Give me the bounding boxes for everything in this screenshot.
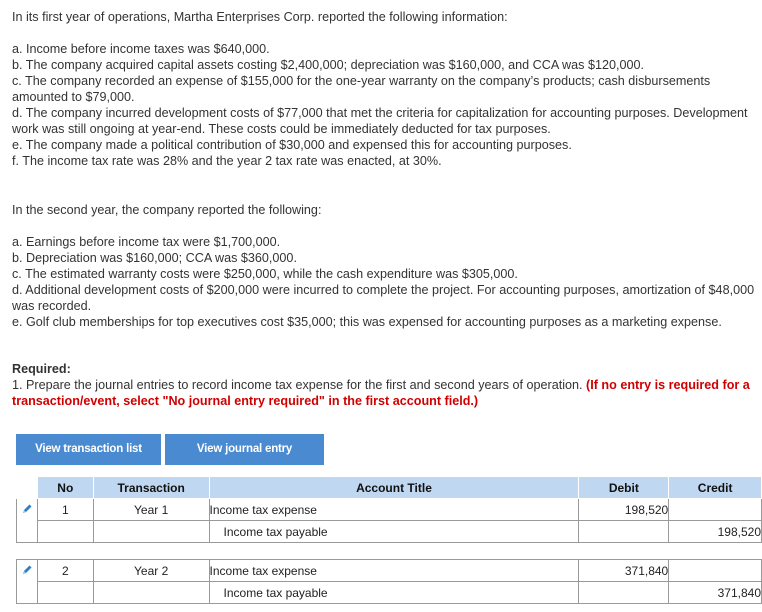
journal-entry-table <box>16 476 762 604</box>
year2-item: c. The estimated warranty costs were $250,000, while the cash expenditure was $305,000. <box>12 267 518 281</box>
debit-account: Income tax expense <box>209 560 579 582</box>
col-credit: Credit <box>669 477 762 499</box>
credit-account: Income tax payable <box>209 582 579 604</box>
col-no: No <box>37 477 93 499</box>
table-row <box>17 560 762 582</box>
entry-no: 2 <box>37 560 93 582</box>
credit-amount: 371,840 <box>669 582 762 604</box>
year2-list <box>12 234 757 330</box>
col-transaction: Transaction <box>93 477 209 499</box>
required-title: Required: <box>12 362 71 376</box>
required-text: 1. Prepare the journal entries to record income tax expense for the first and second years of operation. (If no entry is required for a transaction/event, select "No journal entry required" in the first account field.) <box>12 378 750 408</box>
entry-no: 1 <box>37 499 93 521</box>
debit-amount: 371,840 <box>579 560 669 582</box>
pencil-icon <box>21 503 33 515</box>
view-journal-worksheet-button[interactable]: View journal entry <box>165 434 324 465</box>
debit-account: Income tax expense <box>209 499 579 521</box>
second-intro: In the second year, the company reported the following: <box>12 203 322 217</box>
edit-entry-2[interactable] <box>17 560 38 604</box>
year1-list <box>12 41 757 169</box>
year2-item: d. Additional development costs of $200,000 were incurred to complete the project. For accounting purposes, amortization of $48,000 was recorded. <box>12 283 755 313</box>
required-section <box>12 361 757 409</box>
col-debit: Debit <box>579 477 669 499</box>
year2-item: b. Depreciation was $160,000; CCA was $360,000. <box>12 251 297 265</box>
table-row <box>17 499 762 521</box>
intro-text: In its first year of operations, Martha Enterprises Corp. reported the following information: <box>12 10 508 24</box>
year1-item: d. The company incurred development costs of $77,000 that met the criteria for capitalization for accounting purposes. Development work was still ongoing at year-end. These costs could be immediately deducted for tax purposes. <box>12 106 748 136</box>
year1-item: a. Income before income taxes was $640,000. <box>12 42 270 56</box>
year2-item: a. Earnings before income tax were $1,700,000. <box>12 235 281 249</box>
entry-transaction: Year 1 <box>93 499 209 521</box>
table-header <box>17 477 762 499</box>
pencil-icon <box>21 564 33 576</box>
edit-entry-1[interactable] <box>17 499 38 543</box>
year1-item: c. The company recorded an expense of $155,000 for the one-year warranty on the company’s products; cash disbursements amounted to $79,000. <box>12 74 711 104</box>
table-row <box>17 582 762 604</box>
year1-item: e. The company made a political contribution of $30,000 and expensed this for accounting purposes. <box>12 138 572 152</box>
credit-amount-empty <box>669 499 762 521</box>
table-row <box>17 521 762 543</box>
credit-account: Income tax payable <box>209 521 579 543</box>
credit-amount: 198,520 <box>669 521 762 543</box>
col-account-title: Account Title <box>209 477 579 499</box>
year2-item: e. Golf club memberships for top executives cost $35,000; this was expensed for accounting purposes as a marketing expense. <box>12 315 722 329</box>
year1-item: b. The company acquired capital assets costing $2,400,000; depreciation was $160,000, and CCA was $120,000. <box>12 58 644 72</box>
entry-transaction: Year 2 <box>93 560 209 582</box>
debit-amount: 198,520 <box>579 499 669 521</box>
year1-item: f. The income tax rate was 28% and the year 2 tax rate was enacted, at 30%. <box>12 154 442 168</box>
view-transaction-list-button[interactable]: View transaction list <box>16 434 161 465</box>
required-note: (If no entry is required for a transaction/event, select "No journal entry required" in the first account field.) <box>12 378 750 408</box>
